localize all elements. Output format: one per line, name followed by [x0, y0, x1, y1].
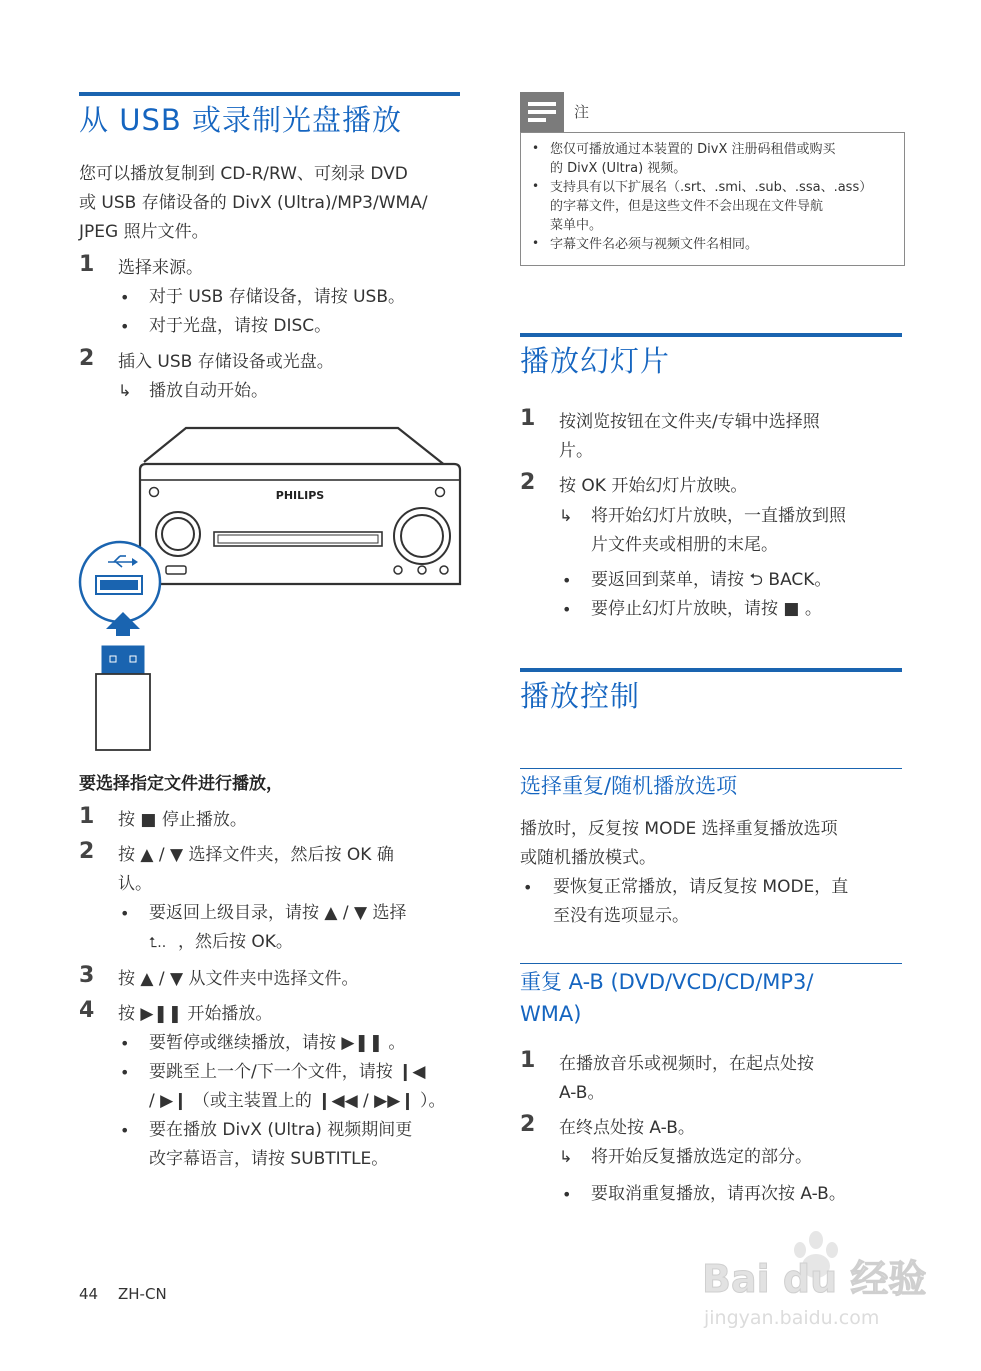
bullet-dot: •: [523, 878, 533, 897]
title-rule: [520, 333, 902, 337]
note-item: 的 DivX (Ultra) 视频。: [550, 161, 687, 176]
step-text: A-B。: [559, 1083, 605, 1103]
bullet-text: 要返回到菜单，请按 ⮌ BACK。: [591, 570, 832, 590]
title-rule: [520, 668, 902, 672]
bullet-text: / ▶❙ （或主装置上的 ❙◀◀ / ▶▶❙ ）。: [149, 1091, 446, 1111]
step-number: 2: [79, 839, 95, 864]
step-result: 播放自动开始。: [149, 381, 268, 401]
page-number: 44: [79, 1285, 99, 1303]
note-item: 支持具有以下扩展名（.srt、.smi、.sub、.ssa、.ass）: [550, 180, 873, 195]
bullet-dot: •: [120, 1034, 130, 1053]
bullet-disc: 对于光盘，请按 DISC。: [149, 316, 332, 336]
note-item: 字幕文件名必须与视频文件名相同。: [550, 237, 759, 252]
bullet-usb: 对于 USB 存储设备，请按 USB。: [149, 287, 406, 307]
step-result: 将开始幻灯片放映，一直播放到照: [591, 506, 846, 526]
intro-line-1: 您可以播放复制到 CD-R/RW、可刻录 DVD: [79, 164, 408, 184]
step-text: 按 ▶❚❚ 开始播放。: [118, 1004, 273, 1024]
bullet-dot: •: [120, 1121, 130, 1140]
note-item: 的字幕文件，但是这些文件不会出现在文件导航: [550, 199, 824, 214]
step-text: 选择来源。: [118, 258, 203, 278]
step-text: 按 ■ 停止播放。: [118, 810, 247, 830]
step-text: 片。: [559, 441, 593, 461]
section-title-control: 播放控制: [520, 679, 641, 713]
select-heading: 要选择指定文件进行播放，: [79, 774, 283, 794]
bullet-dot: •: [562, 1185, 572, 1204]
usb-device-illustration: [76, 424, 466, 754]
bullet-dot: •: [562, 571, 572, 590]
bullet-text: 改字幕语言，请按 SUBTITLE。: [149, 1149, 389, 1169]
bullet-dot: •: [120, 904, 130, 923]
bullet-text: 要停止幻灯片放映，请按 ■ 。: [591, 599, 822, 619]
watermark-brand: Bai du 经验: [702, 1257, 927, 1301]
intro-line-2: 或 USB 存储设备的 DivX (Ultra)/MP3/WMA/: [79, 193, 428, 213]
bullet-text: 要恢复正常播放，请反复按 MODE，直: [553, 877, 849, 897]
bullet-text: 要暂停或继续播放，请按 ▶❚❚ 。: [149, 1033, 406, 1053]
bullet-dot: •: [532, 141, 540, 155]
bullet-dot: •: [562, 600, 572, 619]
step-text: 在终点处按 A-B。: [559, 1118, 695, 1138]
result-arrow-icon: ↳: [559, 1147, 573, 1166]
repeat-text: 或随机播放模式。: [520, 848, 656, 868]
device-brand: PHILIPS: [275, 489, 325, 502]
bullet-dot: •: [532, 236, 540, 250]
title-rule: [79, 92, 460, 96]
subtitle-rule: [520, 768, 902, 769]
note-label: 注: [574, 103, 590, 121]
step-number: 1: [79, 252, 95, 277]
step-text: 按浏览按钮在文件夹/专辑中选择照: [559, 412, 820, 432]
step-number: 1: [520, 406, 536, 431]
step-text: 按 ▲ / ▼ 选择文件夹，然后按 OK 确: [118, 845, 394, 865]
bullet-text: 要跳至上一个/下一个文件，请按 ❙◀: [149, 1062, 426, 1082]
subsection-title-ab: 重复 A-B (DVD/VCD/CD/MP3/: [520, 970, 814, 994]
subsection-title-repeat: 选择重复/随机播放选项: [520, 774, 738, 798]
step-number: 4: [79, 998, 95, 1023]
step-number: 2: [520, 1112, 536, 1137]
subsection-title-ab: WMA): [520, 1002, 582, 1026]
section-title-usb: 从 USB 或录制光盘播放: [79, 103, 402, 137]
bullet-text: 要取消重复播放，请再次按 A-B。: [591, 1184, 846, 1204]
note-icon: [520, 92, 564, 132]
bullet-text: 至没有选项显示。: [553, 906, 689, 926]
step-text: 按 OK 开始幻灯片放映。: [559, 476, 748, 496]
step-number: 1: [520, 1048, 536, 1073]
step-result: 片文件夹或相册的末尾。: [591, 535, 778, 555]
intro-line-3: JPEG 照片文件。: [79, 222, 209, 242]
bullet-text: 要在播放 DivX (Ultra) 视频期间更: [149, 1120, 413, 1140]
note-item: 菜单中。: [550, 218, 603, 233]
result-arrow-icon: ↳: [118, 381, 132, 400]
step-number: 2: [520, 470, 536, 495]
bullet-text: 要返回上级目录，请按 ▲ / ▼ 选择: [149, 903, 407, 923]
section-title-slideshow: 播放幻灯片: [520, 344, 671, 378]
bullet-text: ，然后按 OK。: [178, 932, 293, 952]
step-result: 将开始反复播放选定的部分。: [591, 1147, 812, 1167]
step-text: 在播放音乐或视频时，在起点处按: [559, 1054, 814, 1074]
step-text: 按 ▲ / ▼ 从文件夹中选择文件。: [118, 969, 359, 989]
step-number: 2: [79, 346, 95, 371]
step-text: 插入 USB 存储设备或光盘。: [118, 352, 334, 372]
bullet-dot: •: [120, 288, 130, 307]
result-arrow-icon: ↳: [559, 506, 573, 525]
folder-up-icon: ⮤..: [149, 935, 167, 951]
bullet-dot: •: [120, 1063, 130, 1082]
note-item: 您仅可播放通过本装置的 DivX 注册码租借或购买: [550, 142, 836, 157]
bullet-dot: •: [120, 317, 130, 336]
watermark-url: jingyan.baidu.com: [704, 1307, 880, 1329]
step-text: 认。: [118, 874, 152, 894]
repeat-text: 播放时，反复按 MODE 选择重复播放选项: [520, 819, 838, 839]
bullet-dot: •: [532, 179, 540, 193]
subtitle-rule: [520, 963, 902, 964]
step-number: 3: [79, 963, 95, 988]
baidu-watermark-logo: [700, 1220, 930, 1340]
language-code: ZH-CN: [118, 1285, 167, 1303]
step-number: 1: [79, 804, 95, 829]
